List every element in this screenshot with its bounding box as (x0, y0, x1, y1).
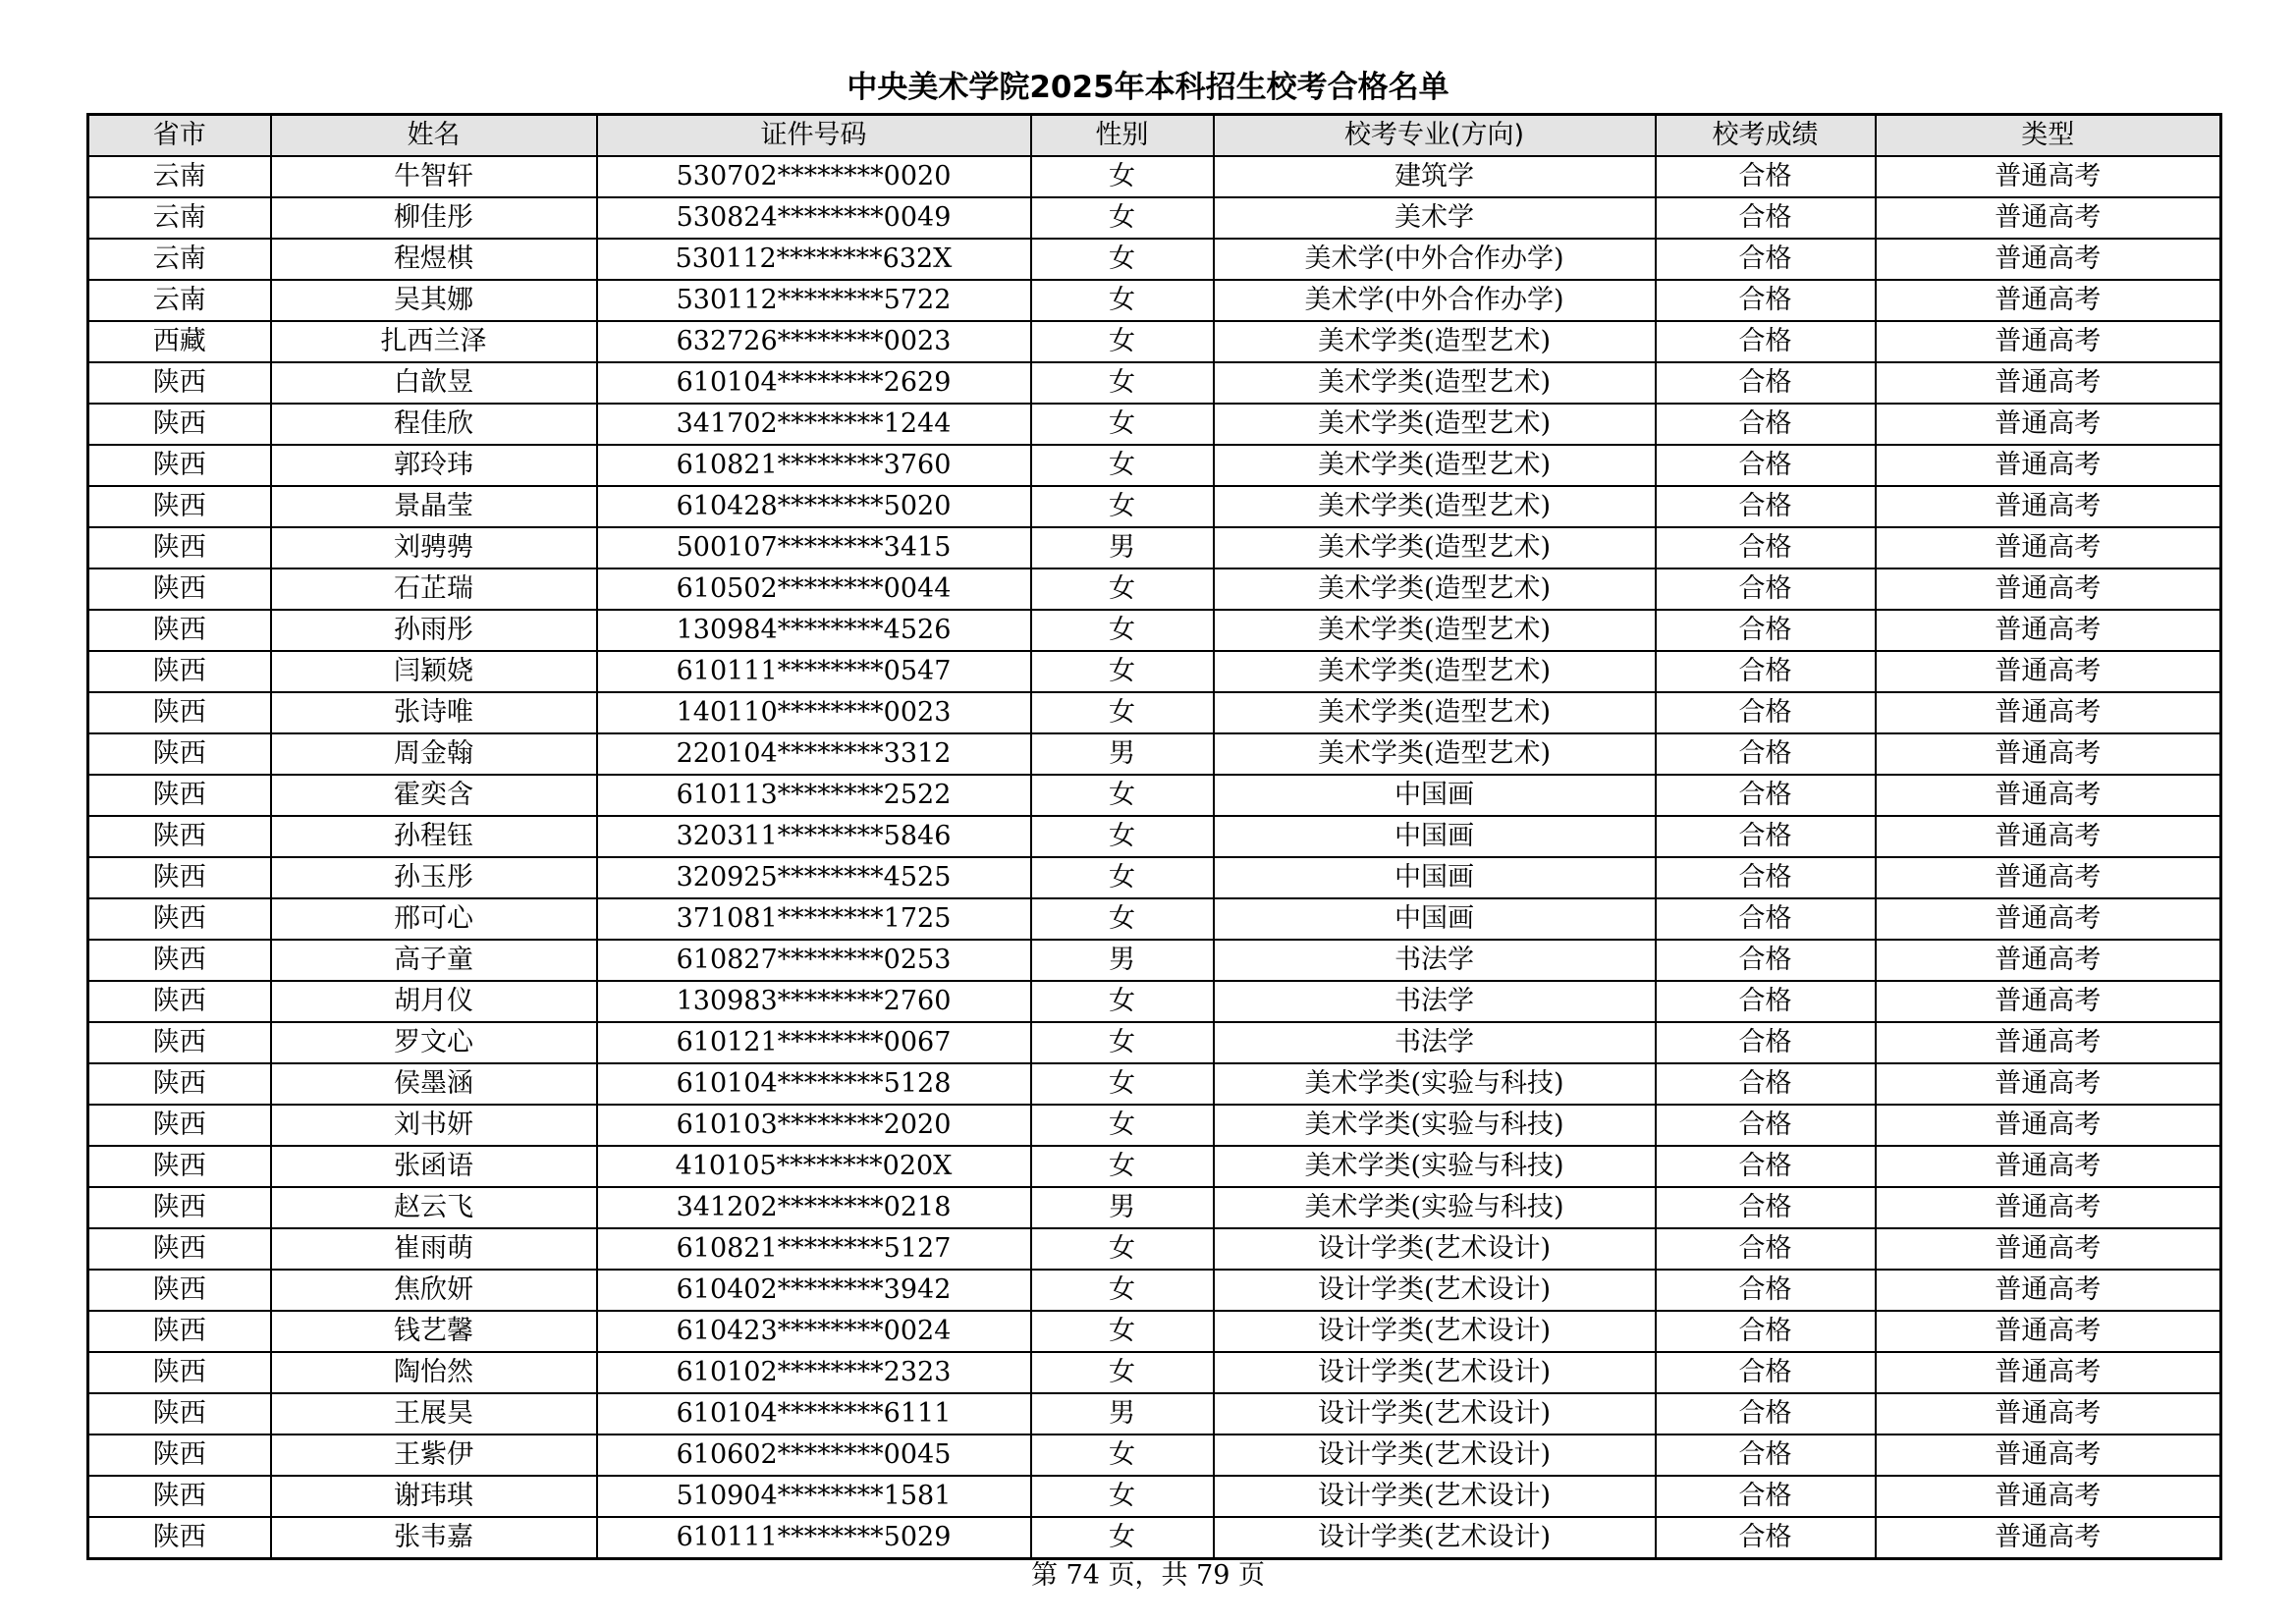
cell-gender: 女 (1031, 898, 1214, 940)
cell-name: 焦欣妍 (271, 1270, 597, 1311)
cell-type: 普通高考 (1876, 280, 2221, 321)
document-title: 中央美术学院2025年本科招生校考合格名单 (847, 70, 1449, 105)
cell-result: 合格 (1656, 1476, 1876, 1517)
cell-province: 陕西 (88, 775, 271, 816)
table-row (88, 362, 2221, 404)
cell-gender: 女 (1031, 362, 1214, 404)
table-row (88, 197, 2221, 239)
cell-id-number: 632726********0023 (597, 321, 1031, 362)
cell-name: 王紫伊 (271, 1435, 597, 1476)
cell-type: 普通高考 (1876, 321, 2221, 362)
cell-type: 普通高考 (1876, 404, 2221, 445)
cell-name: 张诗唯 (271, 692, 597, 733)
cell-gender: 女 (1031, 1270, 1214, 1311)
table-row (88, 692, 2221, 733)
cell-id-number: 610821********5127 (597, 1228, 1031, 1270)
cell-name: 柳佳彤 (271, 197, 597, 239)
cell-province: 云南 (88, 197, 271, 239)
cell-result: 合格 (1656, 733, 1876, 775)
cell-province: 陕西 (88, 1228, 271, 1270)
cell-result: 合格 (1656, 404, 1876, 445)
column-header-result: 校考成绩 (1656, 115, 1876, 157)
cell-name: 陶怡然 (271, 1352, 597, 1393)
cell-type: 普通高考 (1876, 362, 2221, 404)
table-row (88, 610, 2221, 651)
cell-type: 普通高考 (1876, 1352, 2221, 1393)
cell-major: 美术学类(实验与科技) (1214, 1187, 1656, 1228)
cell-name: 扎西兰泽 (271, 321, 597, 362)
cell-name: 郭玲玮 (271, 445, 597, 486)
cell-id-number: 610502********0044 (597, 568, 1031, 610)
cell-id-number: 410105********020X (597, 1146, 1031, 1187)
cell-major: 书法学 (1214, 981, 1656, 1022)
cell-province: 云南 (88, 156, 271, 197)
cell-type: 普通高考 (1876, 1228, 2221, 1270)
cell-province: 西藏 (88, 321, 271, 362)
cell-major: 设计学类(艺术设计) (1214, 1393, 1656, 1435)
cell-name: 周金翰 (271, 733, 597, 775)
cell-name: 牛智轩 (271, 156, 597, 197)
cell-result: 合格 (1656, 445, 1876, 486)
cell-result: 合格 (1656, 156, 1876, 197)
cell-province: 陕西 (88, 733, 271, 775)
cell-gender: 女 (1031, 1105, 1214, 1146)
cell-result: 合格 (1656, 816, 1876, 857)
cell-province: 陕西 (88, 1146, 271, 1187)
cell-major: 美术学类(造型艺术) (1214, 733, 1656, 775)
cell-name: 石芷瑞 (271, 568, 597, 610)
cell-gender: 女 (1031, 280, 1214, 321)
cell-id-number: 530112********5722 (597, 280, 1031, 321)
cell-gender: 女 (1031, 775, 1214, 816)
cell-name: 侯墨涵 (271, 1063, 597, 1105)
cell-province: 陕西 (88, 1105, 271, 1146)
cell-province: 陕西 (88, 981, 271, 1022)
cell-name: 孙雨彤 (271, 610, 597, 651)
cell-result: 合格 (1656, 486, 1876, 527)
cell-province: 陕西 (88, 692, 271, 733)
cell-province: 陕西 (88, 1352, 271, 1393)
cell-name: 程煜棋 (271, 239, 597, 280)
cell-type: 普通高考 (1876, 1063, 2221, 1105)
cell-province: 陕西 (88, 1187, 271, 1228)
cell-result: 合格 (1656, 1063, 1876, 1105)
table-row (88, 1146, 2221, 1187)
cell-result: 合格 (1656, 280, 1876, 321)
cell-major: 美术学(中外合作办学) (1214, 239, 1656, 280)
cell-id-number: 530702********0020 (597, 156, 1031, 197)
cell-major: 美术学类(造型艺术) (1214, 486, 1656, 527)
admission-roster-table (86, 113, 2222, 1560)
cell-gender: 女 (1031, 404, 1214, 445)
cell-major: 美术学类(实验与科技) (1214, 1063, 1656, 1105)
cell-major: 书法学 (1214, 1022, 1656, 1063)
cell-gender: 男 (1031, 1187, 1214, 1228)
table-row (88, 898, 2221, 940)
cell-province: 陕西 (88, 1517, 271, 1559)
cell-major: 中国画 (1214, 816, 1656, 857)
cell-gender: 男 (1031, 1393, 1214, 1435)
cell-gender: 女 (1031, 1146, 1214, 1187)
table-row (88, 857, 2221, 898)
cell-gender: 女 (1031, 1435, 1214, 1476)
cell-province: 陕西 (88, 940, 271, 981)
cell-result: 合格 (1656, 775, 1876, 816)
cell-name: 景晶莹 (271, 486, 597, 527)
cell-id-number: 130983********2760 (597, 981, 1031, 1022)
cell-gender: 女 (1031, 568, 1214, 610)
cell-result: 合格 (1656, 692, 1876, 733)
cell-name: 胡月仪 (271, 981, 597, 1022)
cell-province: 陕西 (88, 1393, 271, 1435)
cell-type: 普通高考 (1876, 1105, 2221, 1146)
table-row (88, 1022, 2221, 1063)
cell-name: 霍奕含 (271, 775, 597, 816)
cell-result: 合格 (1656, 1022, 1876, 1063)
cell-type: 普通高考 (1876, 940, 2221, 981)
cell-major: 美术学 (1214, 197, 1656, 239)
cell-type: 普通高考 (1876, 610, 2221, 651)
cell-result: 合格 (1656, 857, 1876, 898)
table-row (88, 239, 2221, 280)
cell-major: 美术学类(造型艺术) (1214, 362, 1656, 404)
table-row (88, 280, 2221, 321)
cell-major: 设计学类(艺术设计) (1214, 1476, 1656, 1517)
cell-gender: 女 (1031, 981, 1214, 1022)
cell-major: 设计学类(艺术设计) (1214, 1228, 1656, 1270)
cell-type: 普通高考 (1876, 733, 2221, 775)
table-row (88, 1063, 2221, 1105)
cell-province: 陕西 (88, 1270, 271, 1311)
cell-name: 刘书妍 (271, 1105, 597, 1146)
table-row (88, 1393, 2221, 1435)
column-header-gender: 性别 (1031, 115, 1214, 157)
cell-gender: 女 (1031, 1311, 1214, 1352)
cell-id-number: 610111********0547 (597, 651, 1031, 692)
cell-major: 建筑学 (1214, 156, 1656, 197)
cell-major: 美术学类(造型艺术) (1214, 445, 1656, 486)
cell-major: 设计学类(艺术设计) (1214, 1517, 1656, 1559)
cell-major: 美术学类(实验与科技) (1214, 1146, 1656, 1187)
table-row (88, 651, 2221, 692)
page-number-footer: 第 74 页，共 79 页 (1030, 1560, 1266, 1591)
cell-result: 合格 (1656, 1435, 1876, 1476)
cell-id-number: 500107********3415 (597, 527, 1031, 568)
cell-gender: 女 (1031, 156, 1214, 197)
cell-gender: 女 (1031, 651, 1214, 692)
cell-result: 合格 (1656, 1105, 1876, 1146)
cell-province: 陕西 (88, 445, 271, 486)
cell-gender: 女 (1031, 857, 1214, 898)
cell-id-number: 610827********0253 (597, 940, 1031, 981)
cell-result: 合格 (1656, 1270, 1876, 1311)
cell-type: 普通高考 (1876, 568, 2221, 610)
cell-id-number: 610821********3760 (597, 445, 1031, 486)
cell-id-number: 610402********3942 (597, 1270, 1031, 1311)
cell-major: 美术学类(造型艺术) (1214, 321, 1656, 362)
cell-result: 合格 (1656, 1393, 1876, 1435)
cell-gender: 女 (1031, 610, 1214, 651)
cell-gender: 女 (1031, 1352, 1214, 1393)
cell-gender: 女 (1031, 1476, 1214, 1517)
cell-result: 合格 (1656, 1228, 1876, 1270)
cell-result: 合格 (1656, 527, 1876, 568)
table-row (88, 568, 2221, 610)
cell-id-number: 610423********0024 (597, 1311, 1031, 1352)
cell-result: 合格 (1656, 898, 1876, 940)
cell-result: 合格 (1656, 1352, 1876, 1393)
cell-id-number: 610113********2522 (597, 775, 1031, 816)
cell-province: 陕西 (88, 898, 271, 940)
cell-result: 合格 (1656, 1146, 1876, 1187)
cell-result: 合格 (1656, 239, 1876, 280)
cell-type: 普通高考 (1876, 775, 2221, 816)
cell-major: 中国画 (1214, 857, 1656, 898)
cell-id-number: 130984********4526 (597, 610, 1031, 651)
cell-result: 合格 (1656, 568, 1876, 610)
cell-result: 合格 (1656, 1187, 1876, 1228)
cell-name: 张韦嘉 (271, 1517, 597, 1559)
cell-id-number: 530824********0049 (597, 197, 1031, 239)
cell-id-number: 610121********0067 (597, 1022, 1031, 1063)
cell-major: 设计学类(艺术设计) (1214, 1270, 1656, 1311)
cell-name: 白歆昱 (271, 362, 597, 404)
cell-id-number: 610602********0045 (597, 1435, 1031, 1476)
cell-province: 陕西 (88, 1476, 271, 1517)
cell-name: 谢玮琪 (271, 1476, 597, 1517)
cell-major: 中国画 (1214, 775, 1656, 816)
cell-type: 普通高考 (1876, 1517, 2221, 1559)
cell-province: 陕西 (88, 857, 271, 898)
cell-id-number: 610428********5020 (597, 486, 1031, 527)
column-header-province: 省市 (88, 115, 271, 157)
cell-province: 云南 (88, 239, 271, 280)
cell-id-number: 371081********1725 (597, 898, 1031, 940)
cell-province: 陕西 (88, 568, 271, 610)
column-header-name: 姓名 (271, 115, 597, 157)
cell-name: 钱艺馨 (271, 1311, 597, 1352)
table-row (88, 940, 2221, 981)
cell-id-number: 610104********6111 (597, 1393, 1031, 1435)
cell-type: 普通高考 (1876, 981, 2221, 1022)
cell-gender: 女 (1031, 1022, 1214, 1063)
table-row (88, 156, 2221, 197)
cell-province: 陕西 (88, 816, 271, 857)
cell-name: 刘骋骋 (271, 527, 597, 568)
cell-type: 普通高考 (1876, 239, 2221, 280)
cell-type: 普通高考 (1876, 156, 2221, 197)
cell-id-number: 320311********5846 (597, 816, 1031, 857)
cell-id-number: 530112********632X (597, 239, 1031, 280)
cell-result: 合格 (1656, 1517, 1876, 1559)
cell-major: 设计学类(艺术设计) (1214, 1311, 1656, 1352)
table-row (88, 1228, 2221, 1270)
cell-gender: 女 (1031, 239, 1214, 280)
cell-id-number: 610102********2323 (597, 1352, 1031, 1393)
table-row (88, 486, 2221, 527)
cell-type: 普通高考 (1876, 1146, 2221, 1187)
table-row (88, 1311, 2221, 1352)
cell-id-number: 341202********0218 (597, 1187, 1031, 1228)
cell-major: 美术学类(造型艺术) (1214, 527, 1656, 568)
cell-name: 孙程钰 (271, 816, 597, 857)
cell-type: 普通高考 (1876, 1311, 2221, 1352)
cell-name: 赵云飞 (271, 1187, 597, 1228)
table-row (88, 1187, 2221, 1228)
cell-result: 合格 (1656, 651, 1876, 692)
cell-gender: 男 (1031, 527, 1214, 568)
cell-gender: 女 (1031, 486, 1214, 527)
table-row (88, 321, 2221, 362)
cell-name: 闫颖娆 (271, 651, 597, 692)
cell-gender: 女 (1031, 1063, 1214, 1105)
cell-type: 普通高考 (1876, 197, 2221, 239)
cell-name: 吴其娜 (271, 280, 597, 321)
table-row (88, 404, 2221, 445)
cell-province: 陕西 (88, 610, 271, 651)
cell-name: 高子童 (271, 940, 597, 981)
cell-type: 普通高考 (1876, 1435, 2221, 1476)
cell-type: 普通高考 (1876, 486, 2221, 527)
cell-gender: 女 (1031, 816, 1214, 857)
cell-id-number: 341702********1244 (597, 404, 1031, 445)
cell-major: 美术学类(造型艺术) (1214, 692, 1656, 733)
cell-gender: 女 (1031, 197, 1214, 239)
cell-name: 王展昊 (271, 1393, 597, 1435)
cell-type: 普通高考 (1876, 1187, 2221, 1228)
cell-province: 陕西 (88, 1063, 271, 1105)
cell-type: 普通高考 (1876, 1270, 2221, 1311)
cell-result: 合格 (1656, 197, 1876, 239)
cell-type: 普通高考 (1876, 651, 2221, 692)
cell-name: 邢可心 (271, 898, 597, 940)
cell-name: 孙玉彤 (271, 857, 597, 898)
cell-province: 陕西 (88, 486, 271, 527)
cell-province: 陕西 (88, 404, 271, 445)
table-row (88, 1352, 2221, 1393)
cell-type: 普通高考 (1876, 816, 2221, 857)
cell-id-number: 320925********4525 (597, 857, 1031, 898)
cell-major: 设计学类(艺术设计) (1214, 1352, 1656, 1393)
cell-type: 普通高考 (1876, 445, 2221, 486)
cell-major: 美术学(中外合作办学) (1214, 280, 1656, 321)
table-row (88, 775, 2221, 816)
cell-gender: 女 (1031, 692, 1214, 733)
cell-result: 合格 (1656, 610, 1876, 651)
cell-major: 美术学类(造型艺术) (1214, 404, 1656, 445)
table-row (88, 981, 2221, 1022)
cell-id-number: 220104********3312 (597, 733, 1031, 775)
cell-result: 合格 (1656, 940, 1876, 981)
cell-gender: 女 (1031, 1228, 1214, 1270)
cell-type: 普通高考 (1876, 1476, 2221, 1517)
table-row (88, 1270, 2221, 1311)
cell-type: 普通高考 (1876, 1022, 2221, 1063)
column-header-id-number: 证件号码 (597, 115, 1031, 157)
cell-type: 普通高考 (1876, 857, 2221, 898)
cell-major: 美术学类(造型艺术) (1214, 568, 1656, 610)
table-row (88, 733, 2221, 775)
cell-province: 陕西 (88, 1311, 271, 1352)
cell-gender: 女 (1031, 321, 1214, 362)
cell-name: 张函语 (271, 1146, 597, 1187)
cell-name: 崔雨萌 (271, 1228, 597, 1270)
cell-id-number: 610103********2020 (597, 1105, 1031, 1146)
cell-major: 设计学类(艺术设计) (1214, 1435, 1656, 1476)
table-row (88, 1105, 2221, 1146)
cell-province: 陕西 (88, 651, 271, 692)
table-row (88, 445, 2221, 486)
cell-gender: 男 (1031, 733, 1214, 775)
cell-gender: 男 (1031, 940, 1214, 981)
table-header-row (88, 115, 2221, 157)
cell-id-number: 610104********2629 (597, 362, 1031, 404)
cell-major: 美术学类(造型艺术) (1214, 651, 1656, 692)
cell-id-number: 610111********5029 (597, 1517, 1031, 1559)
cell-major: 美术学类(实验与科技) (1214, 1105, 1656, 1146)
table-row (88, 1435, 2221, 1476)
cell-province: 陕西 (88, 362, 271, 404)
cell-major: 美术学类(造型艺术) (1214, 610, 1656, 651)
cell-id-number: 510904********1581 (597, 1476, 1031, 1517)
cell-result: 合格 (1656, 981, 1876, 1022)
cell-type: 普通高考 (1876, 527, 2221, 568)
cell-province: 陕西 (88, 1435, 271, 1476)
cell-gender: 女 (1031, 445, 1214, 486)
cell-province: 陕西 (88, 527, 271, 568)
cell-major: 中国画 (1214, 898, 1656, 940)
cell-id-number: 610104********5128 (597, 1063, 1031, 1105)
cell-id-number: 140110********0023 (597, 692, 1031, 733)
cell-province: 云南 (88, 280, 271, 321)
cell-type: 普通高考 (1876, 692, 2221, 733)
cell-type: 普通高考 (1876, 898, 2221, 940)
cell-type: 普通高考 (1876, 1393, 2221, 1435)
table-row (88, 1476, 2221, 1517)
cell-province: 陕西 (88, 1022, 271, 1063)
cell-gender: 女 (1031, 1517, 1214, 1559)
table-row (88, 1517, 2221, 1559)
column-header-major: 校考专业(方向) (1214, 115, 1656, 157)
table-row (88, 527, 2221, 568)
cell-name: 程佳欣 (271, 404, 597, 445)
table-row (88, 816, 2221, 857)
cell-result: 合格 (1656, 362, 1876, 404)
cell-major: 书法学 (1214, 940, 1656, 981)
column-header-type: 类型 (1876, 115, 2221, 157)
cell-result: 合格 (1656, 321, 1876, 362)
cell-result: 合格 (1656, 1311, 1876, 1352)
cell-name: 罗文心 (271, 1022, 597, 1063)
